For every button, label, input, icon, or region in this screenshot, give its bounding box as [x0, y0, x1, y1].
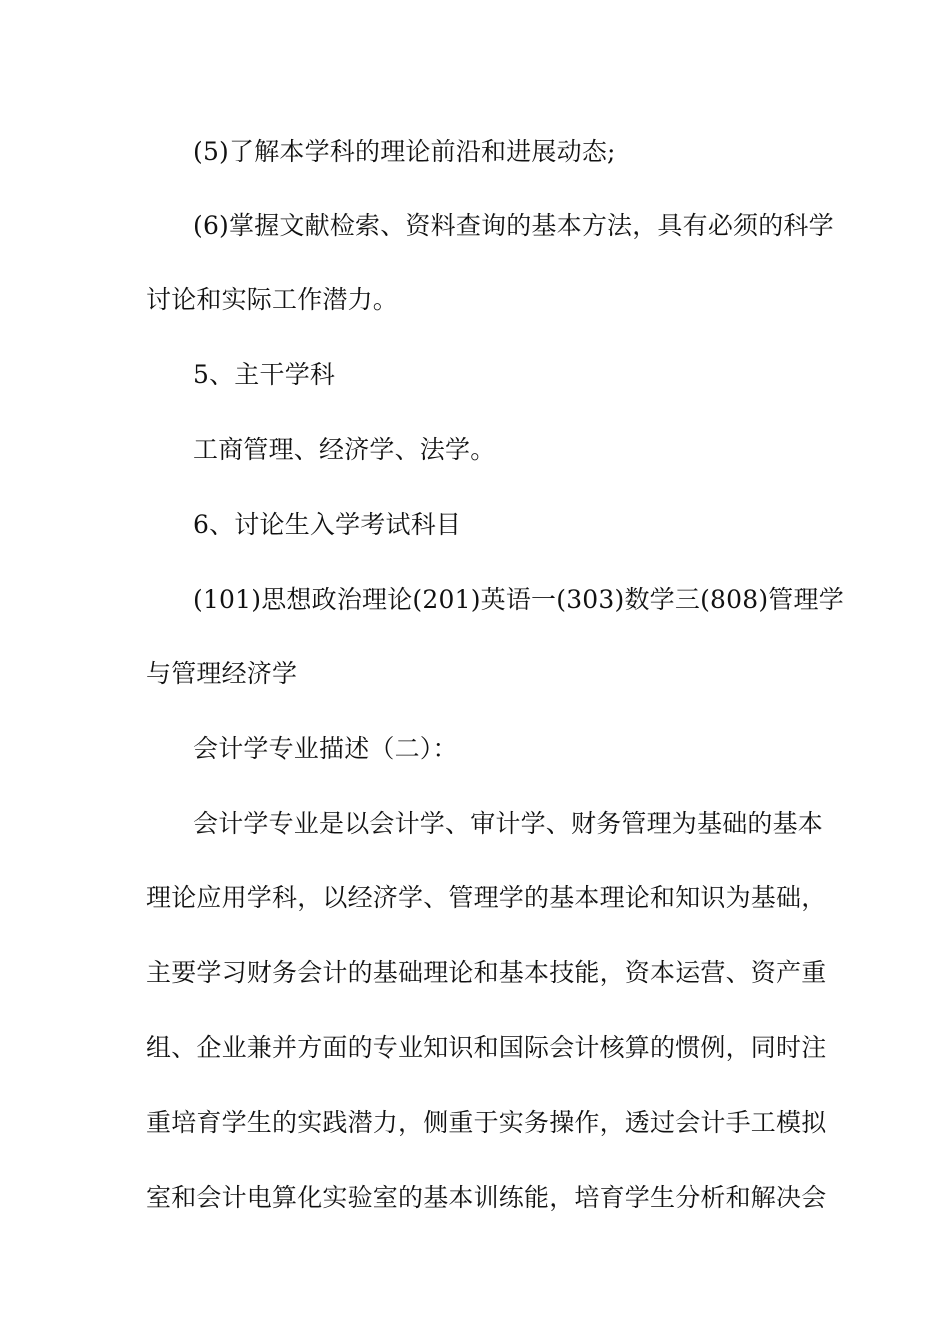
paragraph-line-12: 主要学习财务会计的基础理论和基本技能，资本运营、资产重 — [146, 958, 827, 987]
paragraph-line-13: 组、企业兼并方面的专业知识和国际会计核算的惯例，同时注 — [146, 1033, 827, 1062]
paragraph-line-1: (5)了解本学科的理论前沿和进展动态; — [193, 137, 616, 166]
section-heading-6: 6、讨论生入学考试科目 — [193, 510, 462, 539]
section-heading-description: 会计学专业描述（二）： — [193, 734, 458, 763]
paragraph-line-10: 会计学专业是以会计学、审计学、财务管理为基础的基本 — [193, 809, 824, 838]
paragraph-line-15: 室和会计电算化实验室的基本训练能，培育学生分析和解决会 — [146, 1183, 827, 1212]
paragraph-line-2: (6)掌握文献检索、资料查询的基本方法，具有必须的科学 — [193, 211, 834, 240]
section-heading-5: 5、主干学科 — [193, 360, 336, 389]
paragraph-line-14: 重培育学生的实践潜力，侧重于实务操作，透过会计手工模拟 — [146, 1108, 827, 1137]
paragraph-line-8: 与管理经济学 — [146, 659, 298, 688]
paragraph-line-7: (101)思想政治理论(201)英语一(303)数学三(808)管理学 — [193, 585, 844, 614]
paragraph-line-5: 工商管理、经济学、法学。 — [193, 435, 496, 464]
paragraph-line-11: 理论应用学科，以经济学、管理学的基本理论和知识为基础， — [146, 883, 827, 912]
paragraph-line-3: 讨论和实际工作潜力。 — [146, 285, 399, 314]
